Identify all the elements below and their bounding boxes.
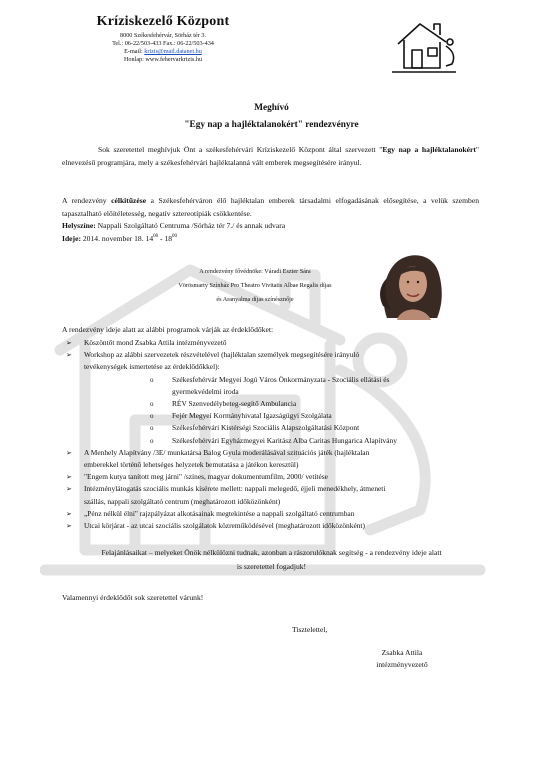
signature-name: Zsabka Attila [381,648,423,657]
circle-bullet-icon: o [150,400,154,409]
program-list [62,337,492,532]
closing-line-1: Felajánlásaikat – melyeket Önök nélkülözni tudnak, azonban a rászorulóknak segítség - a rendezvény ideje alatt [101,548,442,557]
list-item: ➢ Intézménylátogatás szociális munkás kísérete mellett: nappali melegedő, éjjeli menedékhely, átmeneti [62,483,492,495]
sub-list-item: o RÉV Szenvedélybeteg-segítő Ambulancia [62,398,492,410]
email-link[interactable]: krizis@mail.datanet.hu [144,48,202,55]
welcome-line: Valamennyi érdeklődőt sok szeretettel várunk! [62,593,204,602]
circle-bullet-icon: o [150,375,154,384]
arrow-bullet-icon: ➢ [66,448,72,457]
goal-paragraph: A rendezvény célkitűzése a Székesfehérváron élő hajléktalan emberek társadalmi elfogadásának elősegítése, a velük szemben tapasztalható előítéletesség, negatív sztereotípiák csökkentése. [62,196,479,218]
circle-bullet-icon: o [150,424,154,433]
sub-list-item: o Székesfehérvári Kistérségi Szociális Alapszolgáltatási Központ [62,422,492,434]
org-phone: Tel.: 06-22/503-433 Fax.: 06-22/503-434 [112,40,214,47]
org-email-line: E-mail: krizis@mail.datanet.hu [124,48,202,55]
programs-intro: A rendezvény ideje alatt az alábbi programok várják az érdeklődőket: [62,325,274,334]
list-item-continuation: szállás, nappali szolgáltató centrum (meghatározott időközönként) [84,496,281,506]
org-homepage[interactable]: Honlap: www.fehervarkrizis.hu [123,56,203,63]
venue-line: Helyszíne: Nappali Szolgáltató Centruma /Sörház tér 7./ és annak udvara [62,221,286,230]
list-item: ➢ A Menhely Alapítvány /3E/ munkatársa Balog Gyula moderálásával szituációs játék (hajléktalan [62,447,492,459]
list-item: ➢ „Pénz nélkül élni" rajzpályázat alkotásainak megtekintése a nappali szolgáltató centrumban [62,508,492,520]
invitation-subtitle: "Egy nap a hajléktalanokért" rendezvényre [184,120,359,130]
org-address: 8000 Székesfehérvár, Sörház tér 3. [120,32,206,39]
arrow-bullet-icon: ➢ [66,509,72,518]
sub-list-item: o Fejér Megyei Kormányhivatal Igazságügyi Szolgálata [62,410,492,422]
patron-photo [373,248,451,320]
intro-paragraph: Sok szeretettel meghívjuk Önt a székesfehérvári Kríziskezelő Központ által szervezett "Egy nap a hajléktalanokért" elnevezésű programjára, mely a székesfehérvári hajléktalanná vált emberek megsegítésére irányul. [62,145,479,167]
sub-list-item: o Székesfehérvár Megyei Jogú Város Önkormányzata - Szociális ellátási és [62,374,492,386]
list-item: ➢ Köszöntőt mond Zsabka Attila intézményvezető [62,337,492,349]
list-item-continuation: emberekkel történő lehetséges helyzetek bemutatása a játékon keresztül) [84,460,299,470]
arrow-bullet-icon: ➢ [66,522,72,531]
signature-greeting: Tisztelettel, [292,625,328,634]
list-item: ➢ Workshop az alábbi szervezetek részvételével (hajléktalan személyek megsegítésére irányuló [62,349,492,361]
circle-bullet-icon: o [150,412,154,421]
patron-line-1: A rendezvény fővédnöke: Váradi Eszter Sára [199,268,311,275]
patron-line-3: és Aranyalma díjas színésznője [216,296,294,303]
time-line: Ideje: 2014. november 18. $14^{00} - 18^{00}$ [62,234,178,243]
org-name: Kríziskezelő Központ [96,14,230,29]
arrow-bullet-icon: ➢ [66,339,72,347]
closing-line-2: is szeretettel fogadjuk! [236,562,307,571]
list-item: ➢ "Engem kutya tanított meg járni" /színes, magyar dokumentumfilm, 2000/ vetítése [62,471,492,483]
house-logo-icon [390,16,462,76]
arrow-bullet-icon: ➢ [66,485,72,494]
sub-list-item: o Székesfehérvári Egyházmegyei Karitász Alba Caritas Hungarica Alapítvány [62,435,492,447]
sub-list-item-continuation: gyermekvédelmi iroda [172,386,239,396]
arrow-bullet-icon: ➢ [66,351,72,360]
list-item: ➢ Utcai körjárat - az utcai szociális szolgálatok közreműködésével (meghatározott időközönként) [62,520,492,532]
arrow-bullet-icon: ➢ [66,473,72,482]
signature-role: intézményvezető [376,660,428,669]
circle-bullet-icon: o [150,436,154,445]
patron-line-2: Vörösmarty Színház Pro Theatro Vivitatis Albae Regalis díjas [178,282,332,289]
list-item-continuation: tevékenységek ismertetése az érdeklődőkkel): [84,362,220,372]
invitation-title: Meghívó [254,103,289,113]
